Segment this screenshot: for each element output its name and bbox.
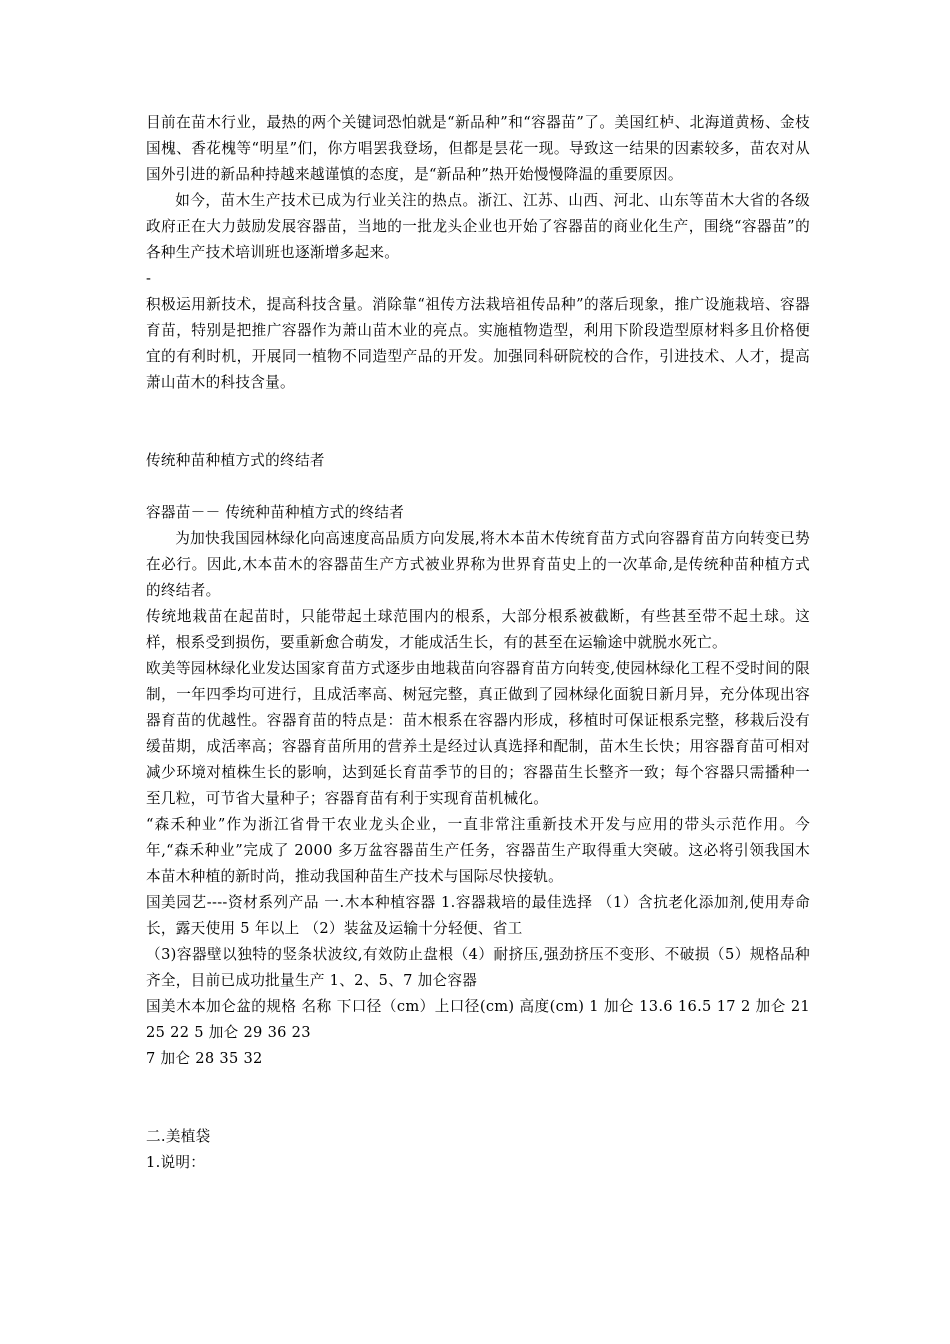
heading-grow-bag: 二.美植袋 (146, 1128, 211, 1145)
paragraph-advantages: 欧美等园林绿化业发达国家育苗方式逐步由地栽苗向容器育苗方向转变,使园林绿化工程不受时间的限制，一年四季均可进行，且成活率高、树冠完整，真正做到了园林绿化面貌日新月异，充分体现出容器育苗的优越性。容器育苗的特点是：苗木根系在容器内形成，移植时可保证根系完整，移栽后没有缓苗期，成活率高；容器育苗所用的营养土是经过认真选择和配制，苗木生长快；用容器育苗可相对减少环境对植株生长的影响，达到延长育苗季节的目的；容器苗生长整齐一致；每个容器只需播种一至几粒，可节省大量种子；容器育苗有利于实现育苗机械化。 (146, 660, 810, 807)
paragraph-specs-7gal: 7 加仑 28 35 32 (146, 1050, 263, 1067)
paragraph-features: （3)容器壁以独特的竖条状波纹,有效防止盘根（4）耐挤压,强劲挤压不变形、不破损（5）规格品种齐全，目前已成功批量生产 1、2、5、7 加仑容器 (146, 946, 810, 989)
document-page (146, 110, 810, 1176)
heading-terminator: 传统种苗种植方式的终结者 (146, 452, 325, 469)
dash-separator: - (146, 270, 152, 287)
spacer (146, 1072, 810, 1124)
paragraph-revolution: 为加快我国园林绿化向高速度高品质方向发展,将木本苗木传统育苗方式向容器育苗方向转变已势在必行。因此,木本苗木的容器苗生产方式被业界称为世界育苗史上的一次革命,是传统种苗种植方式的终结者。 (146, 530, 810, 599)
paragraph-description-label: 1.说明： (146, 1154, 206, 1171)
paragraph-intro: 目前在苗木行业，最热的两个关键词恐怕就是“新品种”和“容器苗”了。美国红栌、北海道黄杨、金枝国槐、香花槐等“明星”们，你方唱罢我登场，但都是昙花一现。导致这一结果的因素较多，苗农对从国外引进的新品种持越来越谨慎的态度，是“新品种”热开始慢慢降温的重要原因。 (146, 114, 810, 183)
spacer (146, 396, 810, 448)
heading-container-seedling: 容器苗－－ 传统种苗种植方式的终结者 (146, 504, 405, 521)
paragraph-traditional: 传统地栽苗在起苗时，只能带起土球范围内的根系，大部分根系被截断，有些甚至带不起土球。这样，根系受到损伤，要重新愈合萌发，才能成活生长，有的甚至在运输途中就脱水死亡。 (146, 608, 810, 651)
paragraph-senhe: “森禾种业”作为浙江省骨干农业龙头企业，一直非常注重新技术开发与应用的带头示范作用。今年,“森禾种业”完成了 2000 多万盆容器苗生产任务，容器苗生产取得重大突破。这必将引领我国木本苗木种植的新时尚，推动我国种苗生产技术与国际尽快接轨。 (146, 816, 810, 885)
paragraph-technology: 如今，苗木生产技术已成为行业关注的热点。浙江、江苏、山西、河北、山东等苗木大省的各级政府正在大力鼓励发展容器苗，当地的一批龙头企业也开始了容器苗的商业化生产，围绕“容器苗”的各种生产技术培训班也逐渐增多起来。 (146, 192, 810, 261)
paragraph-new-tech: 积极运用新技术，提高科技含量。消除靠“祖传方法栽培祖传品种”的落后现象，推广设施栽培、容器育苗，特别是把推广容器作为萧山苗木业的亮点。实施植物造型，利用下阶段造型原材料多且价格便宜的有利时机，开展同一植物不同造型产品的开发。加强同科研院校的合作，引进技术、人才，提高萧山苗木的科技含量。 (146, 296, 810, 391)
paragraph-specs: 国美木本加仑盆的规格 名称 下口径（cm）上口径(cm) 高度(cm) 1 加仑 13.6 16.5 17 2 加仑 21 25 22 5 加仑 29 36 23 (146, 998, 810, 1041)
spacer (146, 474, 810, 500)
paragraph-products: 国美园艺----资材系列产品 一.木本种植容器 1.容器栽培的最佳选择 （1）含抗老化添加剂,使用寿命长，露天使用 5 年以上 （2）装盆及运输十分轻便、省工 (146, 894, 810, 937)
